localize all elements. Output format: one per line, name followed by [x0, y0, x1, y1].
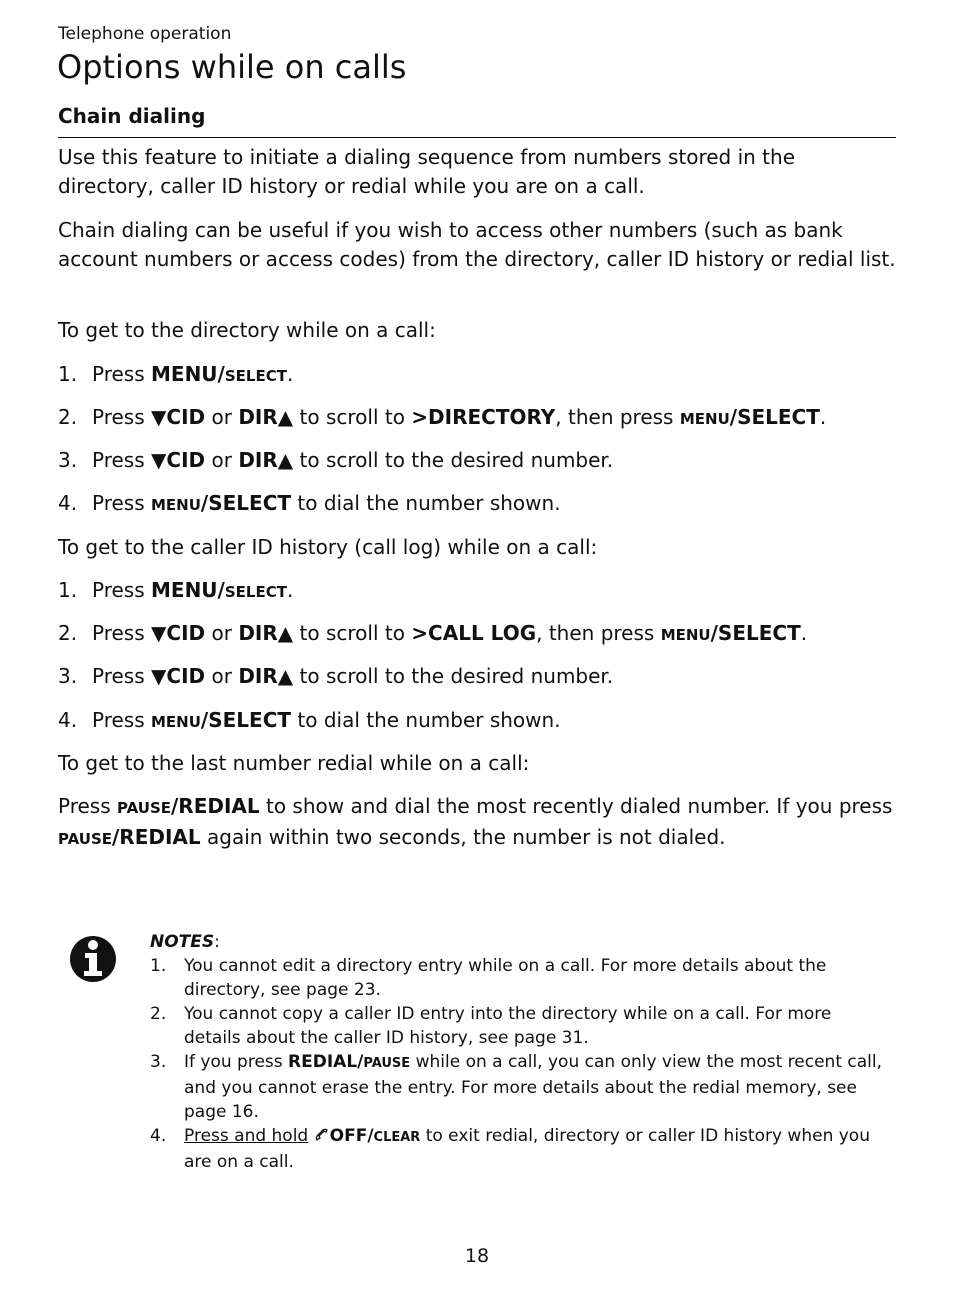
calllog-lead: To get to the caller ID history (call log) while on a call: [58, 535, 598, 559]
page-number: 18 [464, 1245, 490, 1267]
up-arrow-icon: ▲ [277, 405, 294, 429]
info-icon [68, 934, 118, 984]
down-arrow-icon: ▼ [151, 664, 167, 688]
directory-step-1: 1. Press MENU/SELECT. [58, 362, 294, 386]
phone-icon [314, 1126, 330, 1146]
down-arrow-icon: ▼ [151, 448, 167, 472]
directory-lead: To get to the directory while on a call: [58, 318, 436, 342]
notes-title: NOTES: [150, 932, 220, 952]
notes-box [150, 930, 890, 1174]
up-arrow-icon: ▲ [277, 621, 294, 645]
intro-paragraph-1: Use this feature to initiate a dialing sequence from numbers stored in the directory, caller ID history or redial while you are on a call. [58, 145, 796, 198]
down-arrow-icon: ▼ [151, 405, 167, 429]
up-arrow-icon: ▲ [277, 664, 294, 688]
note-item-2: 2. You cannot copy a caller ID entry into the directory while on a call. For more details about the caller ID history, see page 31. [150, 1004, 832, 1048]
redial-lead: To get to the last number redial while on a call: [58, 751, 530, 775]
calllog-step-4: 4. Press MENU/SELECT to dial the number shown. [58, 708, 561, 732]
calllog-step-3: 3. Press ▼CID or DIR▲ to scroll to the desired number. [58, 664, 614, 688]
intro-paragraph-2: Chain dialing can be useful if you wish to access other numbers (such as bank account numbers or access codes) from the directory, caller ID history or redial list. [58, 218, 896, 271]
directory-step-4: 4. Press MENU/SELECT to dial the number shown. [58, 491, 561, 515]
note-item-4: 4. Press and hold OFF/CLEAR to exit redial, directory or caller ID history when you are on a call. [150, 1126, 870, 1172]
calllog-step-1: 1. Press MENU/SELECT. [58, 578, 294, 602]
page-title: Options while on calls [57, 48, 407, 86]
up-arrow-icon: ▲ [277, 448, 294, 472]
press-and-hold-link[interactable]: Press and hold [184, 1126, 309, 1146]
note-item-3: 3. If you press REDIAL/PAUSE while on a call, you can only view the most recent call, and you cannot erase the entry. For more details about the redial memory, see page 16. [150, 1052, 883, 1122]
directory-step-2: 2. Press ▼CID or DIR▲ to scroll to >DIRECTORY, then press MENU/SELECT. [58, 405, 827, 429]
redial-paragraph: Press PAUSE/REDIAL to show and dial the most recently dialed number. If you press PAUSE/REDIAL again within two seconds, the number is not dialed. [58, 794, 893, 849]
section-label: Telephone operation [58, 24, 232, 44]
directory-step-3: 3. Press ▼CID or DIR▲ to scroll to the desired number. [58, 448, 614, 472]
note-item-1: 1. You cannot edit a directory entry while on a call. For more details about the directory, see page 23. [150, 956, 827, 1000]
subheading-chain-dialing: Chain dialing [58, 104, 896, 138]
calllog-step-2: 2. Press ▼CID or DIR▲ to scroll to >CALL LOG, then press MENU/SELECT. [58, 621, 808, 645]
down-arrow-icon: ▼ [151, 621, 167, 645]
